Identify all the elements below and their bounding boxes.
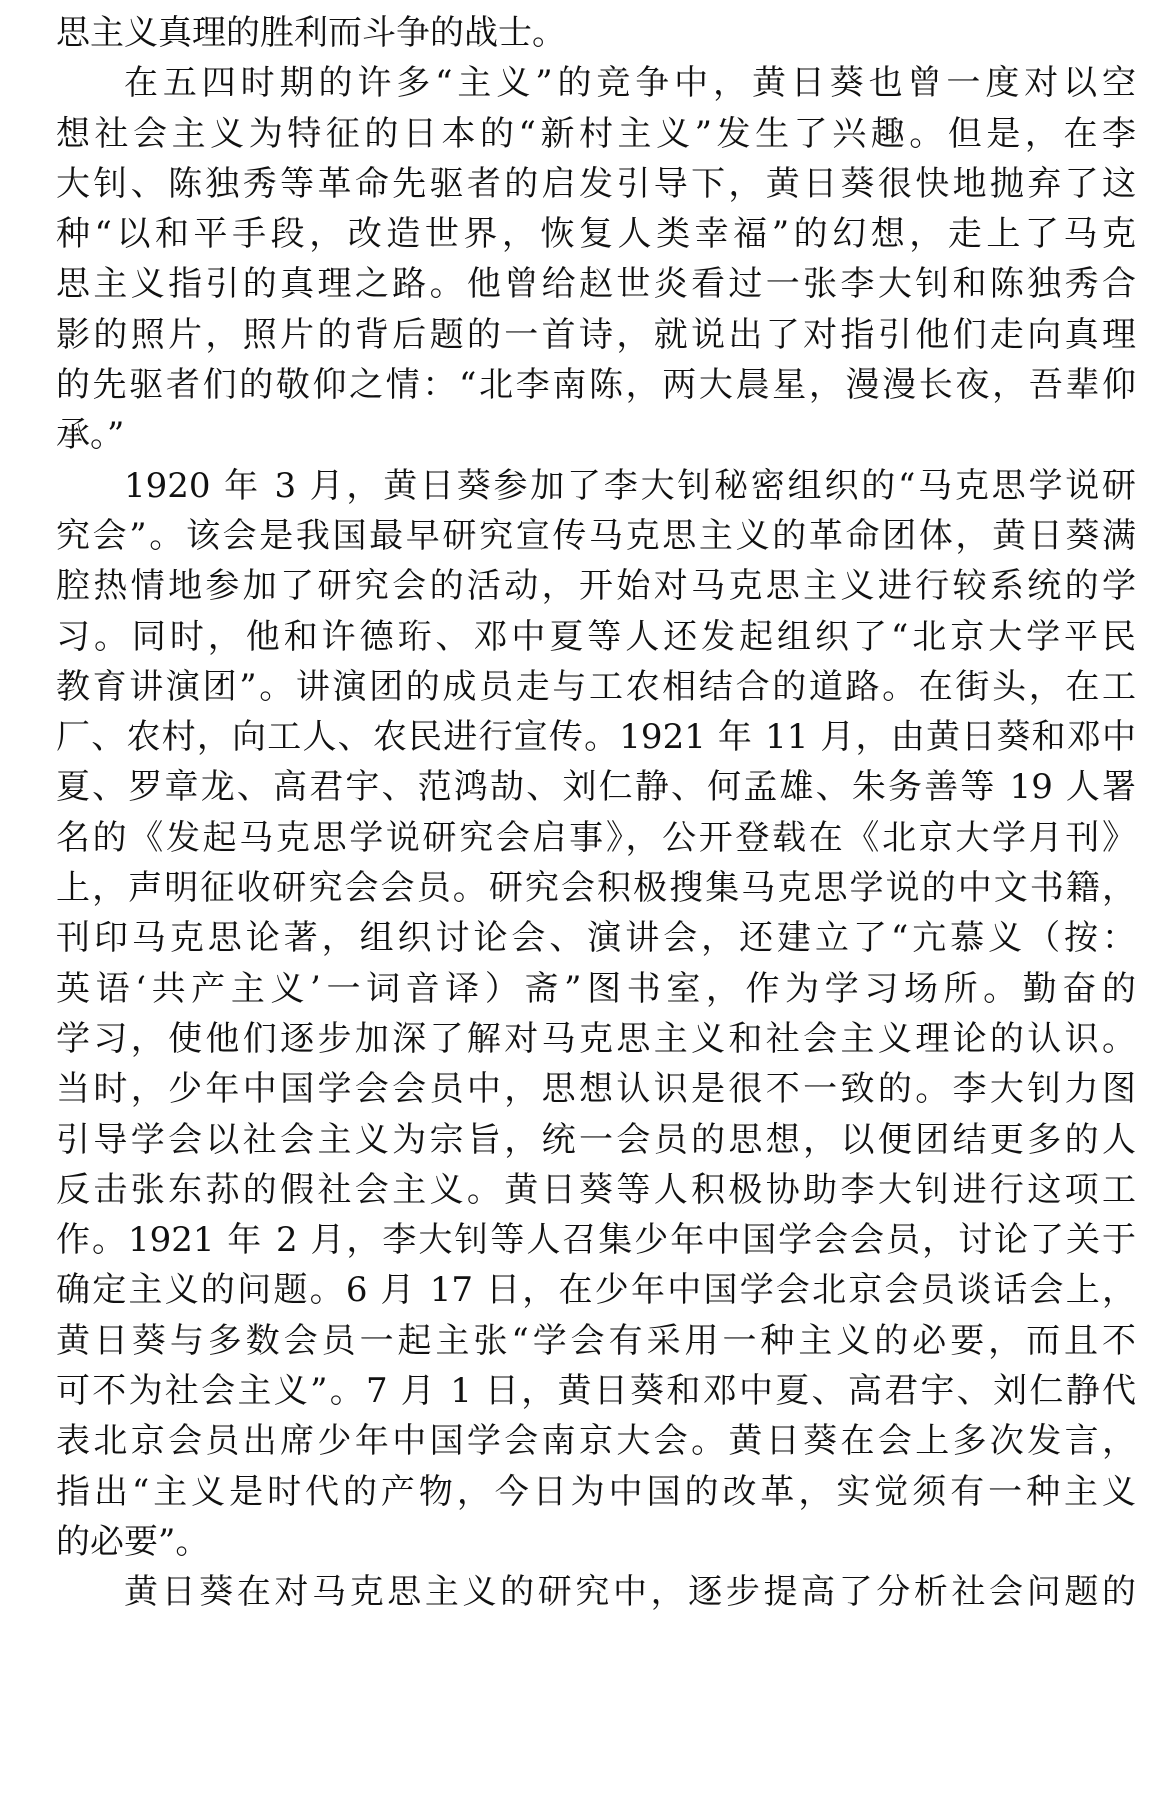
text-line: 反击张东荪的假社会主义。黄日葵等人积极协助李大钊进行这项工 (56, 1169, 1136, 1210)
text-line: 名的《发起马克思学说研究会启事》，公开登载在《北京大学月刊》 (56, 817, 1136, 858)
document-page (56, 8, 1136, 1618)
text-line: 的先驱者们的敬仰之情：“北李南陈，两大晨星，漫漫长夜，吾辈仰 (56, 365, 1136, 406)
text-line: 习。同时，他和许德珩、邓中夏等人还发起组织了“北京大学平民 (56, 616, 1136, 657)
text-line: 学习，使他们逐步加深了解对马克思主义和社会主义理论的认识。 (56, 1018, 1136, 1059)
text-line: 厂、农村，向工人、农民进行宣传。1921 年 11 月，由黄日葵和邓中 (56, 717, 1136, 758)
paragraph-1 (56, 8, 1136, 58)
text-line: 大钊、陈独秀等革命先驱者的启发引导下，黄日葵很快地抛弃了这 (56, 163, 1136, 204)
text-line: 思主义真理的胜利而斗争的战士。 (56, 13, 566, 53)
text-line: 承。” (56, 415, 125, 456)
text-line: 影的照片，照片的背后题的一首诗，就说出了对指引他们走向真理 (56, 314, 1136, 355)
text-line: 教育讲演团”。讲演团的成员走与工农相结合的道路。在街头，在工 (56, 666, 1136, 707)
text-line: 表北京会员出席少年中国学会南京大会。黄日葵在会上多次发言， (56, 1421, 1136, 1462)
text-line: 种“以和平手段，改造世界，恢复人类幸福”的幻想，走上了马克 (56, 214, 1136, 255)
paragraph-4 (56, 1567, 1136, 1617)
text-line: 可不为社会主义”。7 月 1 日，黄日葵和邓中夏、高君宇、刘仁静代 (56, 1371, 1136, 1412)
text-line: 英语‘共产主义’一词音译）斋”图书室，作为学习场所。勤奋的 (56, 968, 1136, 1009)
text-line: 上，声明征收研究会会员。研究会积极搜集马克思学说的中文书籍， (56, 868, 1136, 909)
text-line: 思主义指引的真理之路。他曾给赵世炎看过一张李大钊和陈独秀合 (56, 264, 1136, 305)
text-line: 黄日葵与多数会员一起主张“学会有采用一种主义的必要，而且不 (56, 1320, 1136, 1361)
text-line: 当时，少年中国学会会员中，思想认识是很不一致的。李大钊力图 (56, 1069, 1136, 1110)
text-line: 夏、罗章龙、高君宇、范鸿劼、刘仁静、何孟雄、朱务善等 19 人署 (56, 767, 1136, 808)
text-line: 想社会主义为特征的日本的“新村主义”发生了兴趣。但是，在李 (56, 113, 1136, 154)
text-line: 在五四时期的许多“主义”的竞争中，黄日葵也曾一度对以空 (124, 63, 1136, 104)
text-line: 确定主义的问题。6 月 17 日，在少年中国学会北京会员谈话会上， (56, 1270, 1136, 1311)
text-line: 的必要”。 (56, 1521, 210, 1562)
text-line: 作。1921 年 2 月，李大钊等人召集少年中国学会会员，讨论了关于 (56, 1220, 1136, 1261)
text-line: 引导学会以社会主义为宗旨，统一会员的思想，以便团结更多的人 (56, 1119, 1136, 1160)
text-line: 究会”。该会是我国最早研究宣传马克思主义的革命团体，黄日葵满 (56, 515, 1136, 556)
text-line: 腔热情地参加了研究会的活动，开始对马克思主义进行较系统的学 (56, 566, 1136, 607)
text-line: 黄日葵在对马克思主义的研究中，逐步提高了分析社会问题的 (124, 1572, 1136, 1613)
paragraph-2 (56, 58, 1136, 460)
text-line: 1920 年 3 月，黄日葵参加了李大钊秘密组织的“马克思学说研 (124, 465, 1136, 506)
paragraph-3 (56, 461, 1136, 1568)
text-line: 指出“主义是时代的产物，今日为中国的改革，实觉须有一种主义 (56, 1471, 1136, 1512)
text-line: 刊印马克思论著，组织讨论会、演讲会，还建立了“亢慕义（按： (56, 918, 1136, 959)
